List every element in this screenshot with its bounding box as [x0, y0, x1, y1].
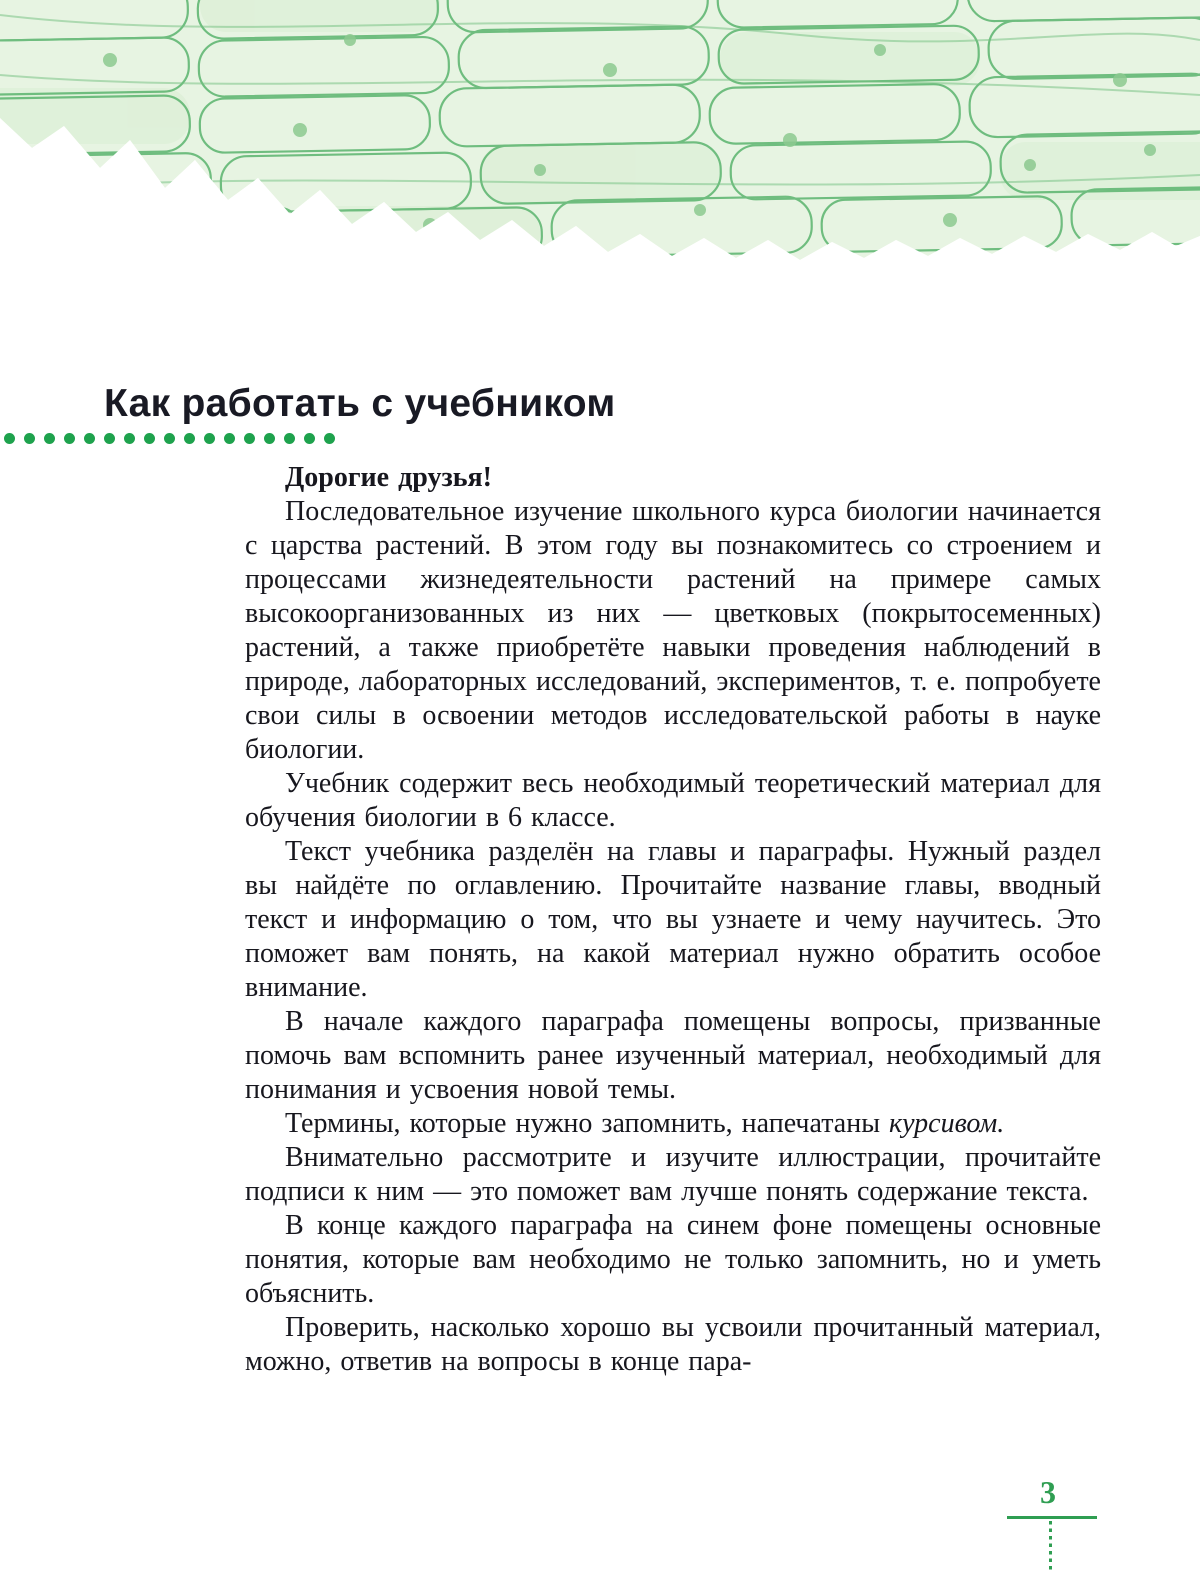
paragraph: Внимательно рассмотрите и изучите иллюстрации, прочитайте подписи к ним — это поможет вам лучше понять содержание текста. [245, 1142, 1101, 1207]
dot [4, 433, 15, 444]
paragraph-with-italic-term [245, 1107, 1101, 1141]
dot [304, 433, 315, 444]
paragraph: В начале каждого параграфа помещены вопросы, призванные помочь вам вспомнить ранее изученный материал, необходимый для понимания и усвоения новой темы. [245, 1006, 1101, 1105]
paragraph-text: Термины, которые нужно запомнить, напечатаны [285, 1108, 890, 1139]
footer-dotted-line [1049, 1521, 1052, 1571]
dot [264, 433, 275, 444]
dotted-divider [4, 433, 335, 444]
paragraph: Проверить, насколько хорошо вы усвоили прочитанный материал, можно, ответив на вопросы в конце пара- [245, 1312, 1101, 1377]
dot [184, 433, 195, 444]
salutation: Дорогие друзья! [285, 462, 493, 493]
dot [164, 433, 175, 444]
body-text [245, 461, 1101, 1379]
dot [44, 433, 55, 444]
dot [104, 433, 115, 444]
plant-cells-header-image [0, 0, 1200, 270]
plant-cells-illustration [0, 0, 1200, 270]
page-title: Как работать с учебником [104, 382, 616, 425]
paragraph: Последовательное изучение школьного курса биологии начинается с царства растений. В этом году вы познакомитесь со строением и процессами жизнедеятельности растений на примере самых высокоорганизованных из них — цветковых (покрытосеменных) растений, а также приобретёте навыки проведения наблюдений в природе, лабораторных исследований, экспериментов, т. е. попробуете свои силы в освоении методов исследовательской работы в науке биологии. [245, 496, 1101, 765]
page-number: 3 [1040, 1474, 1056, 1510]
paragraph: Текст учебника разделён на главы и параграфы. Нужный раздел вы найдёте по оглавлению. Прочитайте название главы, вводный текст и информацию о том, что вы узнаете и чему научитесь. Это поможет вам понять, на какой материал нужно обратить особое внимание. [245, 836, 1101, 1003]
paragraph: В конце каждого параграфа на синем фоне помещены основные понятия, которые вам необходимо не только запомнить, но и уметь объяснить. [245, 1210, 1101, 1309]
dot [84, 433, 95, 444]
dot [24, 433, 35, 444]
dot [244, 433, 255, 444]
dot [224, 433, 235, 444]
dot [144, 433, 155, 444]
dot [64, 433, 75, 444]
italic-term: курсивом. [889, 1108, 1005, 1139]
paragraph: Учебник содержит весь необходимый теоретический материал для обучения биологии в 6 классе. [245, 768, 1101, 833]
footer-rule [1007, 1516, 1097, 1519]
dot [124, 433, 135, 444]
dot [284, 433, 295, 444]
dot [324, 433, 335, 444]
dot [204, 433, 215, 444]
